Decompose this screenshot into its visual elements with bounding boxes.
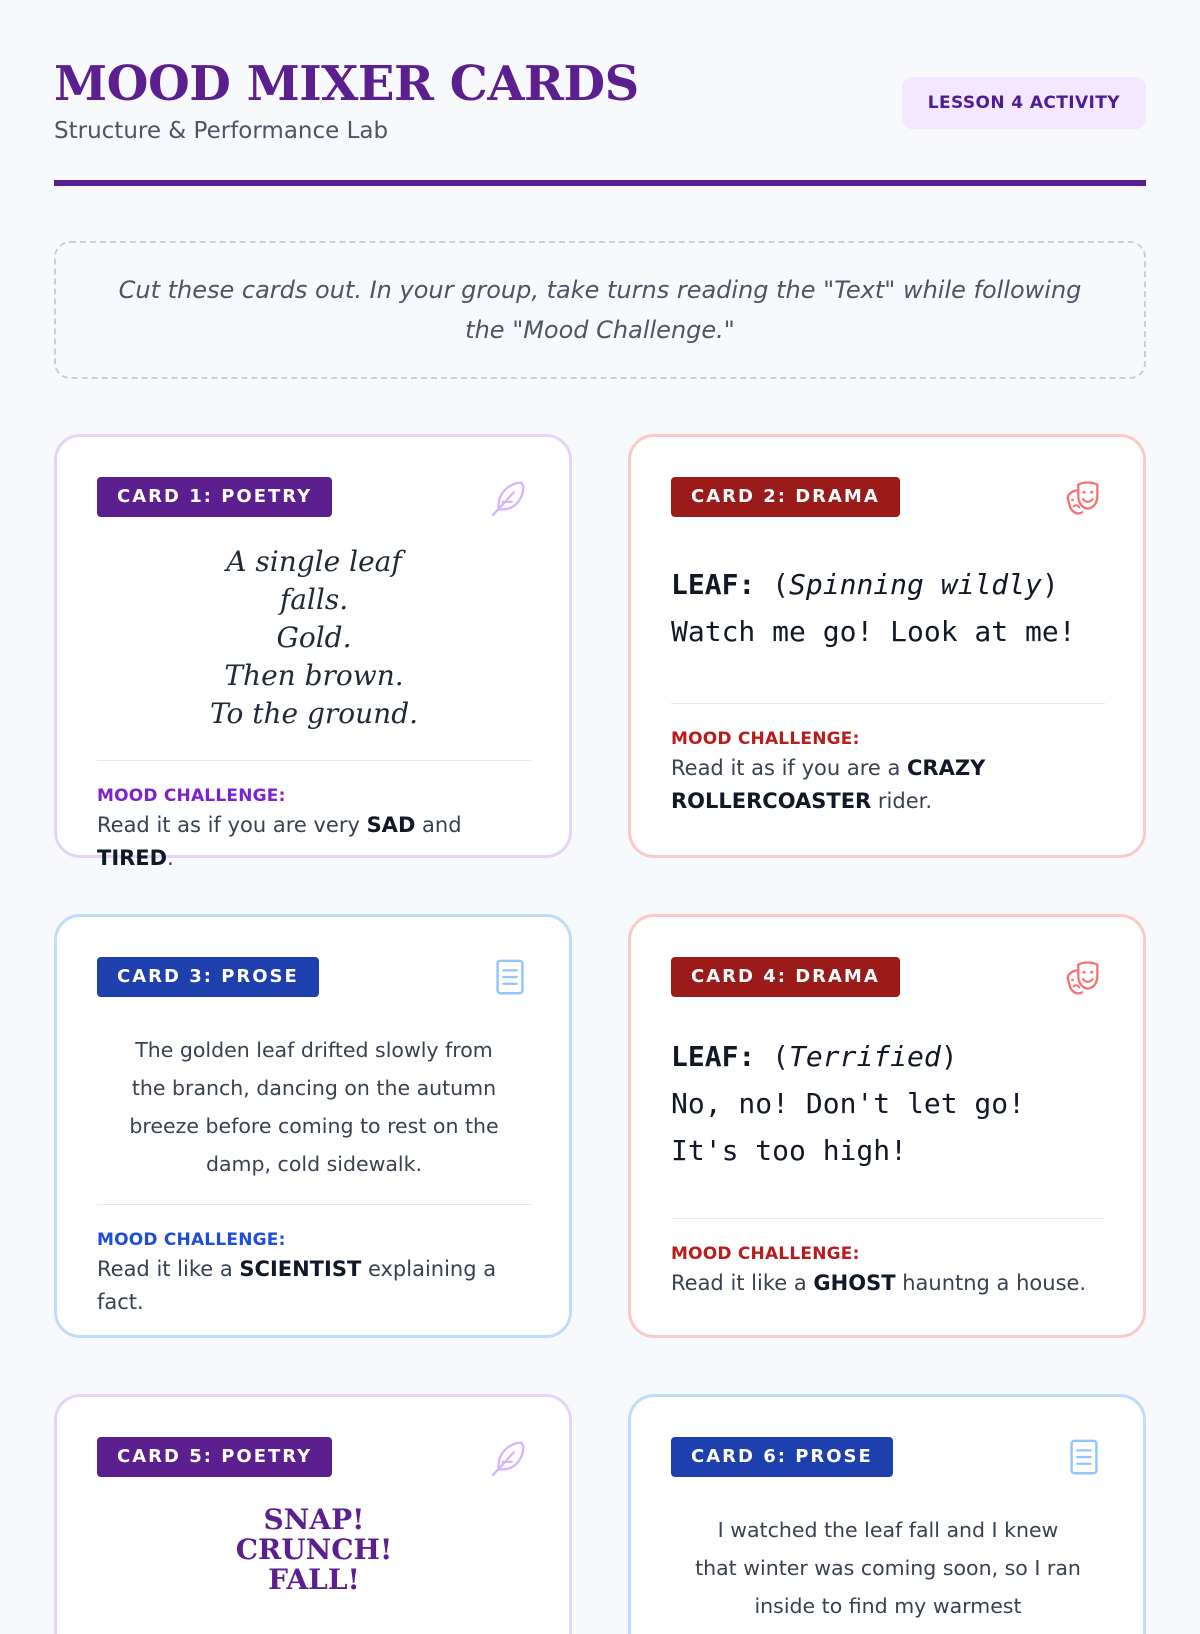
poem-line: FALL! (268, 1563, 360, 1596)
page-subtitle: Structure & Performance Lab (54, 118, 389, 144)
card-4 (628, 914, 1146, 1338)
card-divider (97, 760, 531, 761)
mood-challenge-text: Read it like a GHOST hauntng a house. (671, 1271, 1087, 1295)
poem-line: To the ground. (209, 697, 419, 730)
card-divider (97, 1204, 531, 1205)
feather-icon (489, 1437, 531, 1479)
script-speaker: LEAF: (671, 1040, 756, 1073)
card-text: I watched the leaf fall and I knew that winter was coming soon, so I ran inside to find my warmest (695, 1518, 1081, 1618)
theater-masks-icon (1063, 477, 1105, 519)
feather-icon (489, 477, 531, 519)
instructions-box: Cut these cards out. In your group, take turns reading the "Text" while following the "Mood Challenge." (54, 241, 1146, 379)
card-tag: CARD 4: DRAMA (671, 957, 900, 997)
card-5 (54, 1394, 572, 1634)
poem-line: Gold. (276, 621, 352, 654)
script-line: It's too high! (671, 1134, 908, 1167)
script-speaker: LEAF: (671, 568, 756, 601)
lesson-badge: LESSON 4 ACTIVITY (902, 77, 1146, 129)
mood-challenge (671, 1241, 1091, 1300)
card-divider (671, 1218, 1105, 1219)
card-text (671, 561, 1111, 655)
card-divider (671, 703, 1105, 704)
mood-challenge-text: Read it as if you are very SAD and TIRED. (97, 813, 462, 870)
card-1 (54, 434, 572, 870)
mood-challenge-label: MOOD CHALLENGE: (671, 1244, 860, 1264)
header-divider (54, 180, 1146, 186)
mood-challenge-label: MOOD CHALLENGE: (671, 729, 860, 749)
document-icon (489, 957, 531, 999)
document-icon (1063, 1437, 1105, 1479)
page-title: MOOD MIXER CARDS (54, 56, 639, 112)
card-text (97, 543, 531, 733)
script-line: No, no! Don't let go! (671, 1087, 1026, 1120)
mood-challenge-label: MOOD CHALLENGE: (97, 1230, 286, 1250)
poem-line: Then brown. (224, 659, 404, 692)
mood-challenge (97, 783, 517, 875)
card-text (97, 1505, 531, 1595)
script-line: LEAF: (Terrified) (671, 1040, 958, 1073)
card-6 (628, 1394, 1146, 1634)
poem-line: CRUNCH! (235, 1533, 393, 1566)
script-line: LEAF: (Spinning wildly) (671, 568, 1059, 601)
card-text (671, 1033, 1111, 1174)
script-line: Watch me go! Look at me! (671, 615, 1076, 648)
card-tag: CARD 5: POETRY (97, 1437, 332, 1477)
card-tag: CARD 6: PROSE (671, 1437, 893, 1477)
card-tag: CARD 3: PROSE (97, 957, 319, 997)
card-text: The golden leaf drifted slowly from the branch, dancing on the autumn breeze before coming to rest on the damp, cold sidewalk. (129, 1038, 499, 1176)
mood-challenge (97, 1227, 517, 1319)
poem-line: SNAP! (263, 1503, 365, 1536)
card-2 (628, 434, 1146, 858)
card-tag: CARD 2: DRAMA (671, 477, 900, 517)
mood-challenge-text: Read it like a SCIENTIST explaining a fact. (97, 1257, 497, 1314)
mood-challenge (671, 726, 1091, 818)
mood-challenge-label: MOOD CHALLENGE: (97, 786, 286, 806)
stage-direction: Terrified (789, 1040, 941, 1073)
stage-direction: Spinning wildly (789, 568, 1042, 601)
mood-challenge-text: Read it as if you are a CRAZY ROLLERCOASTER rider. (671, 756, 986, 813)
page-header (54, 52, 1146, 188)
poem-line: A single leaf (226, 545, 402, 578)
theater-masks-icon (1063, 957, 1105, 999)
card-tag: CARD 1: POETRY (97, 477, 332, 517)
card-3 (54, 914, 572, 1338)
poem-line: falls. (279, 583, 349, 616)
